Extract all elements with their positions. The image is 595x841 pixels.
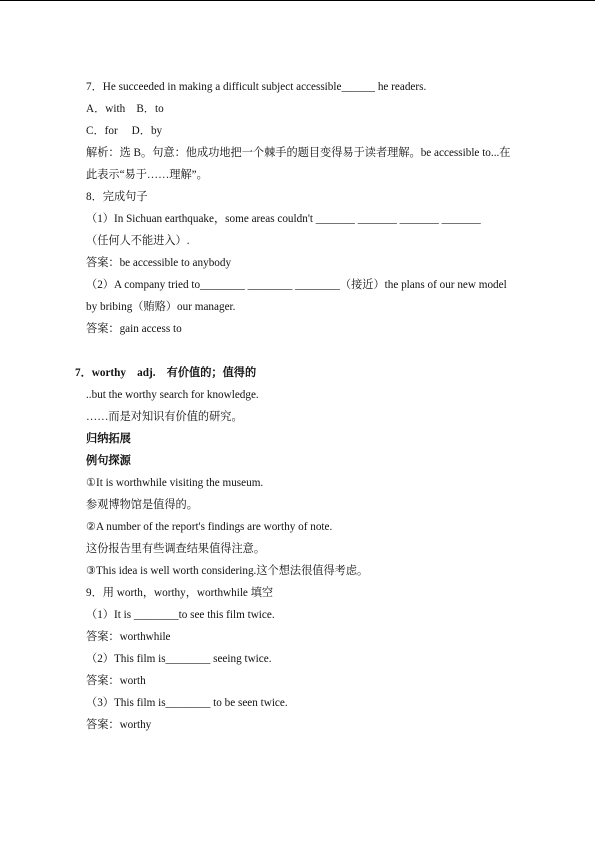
q9-answer-2: 答案：worth	[86, 675, 146, 687]
q9-item-1: （1）It is ________to see this film twice.	[86, 609, 275, 621]
q8-item-2-line-1: （2）A company tried to________ ________ ________（接近）the plans of our new model	[86, 279, 507, 291]
q7-options-cd: C．for D．by	[86, 125, 163, 137]
example-1-zh: 参观博物馆是值得的。	[86, 499, 198, 511]
q8-answer-2: 答案：gain access to	[86, 323, 182, 335]
example-2-zh: 这份报告里有些调查结果值得注意。	[86, 543, 266, 555]
example-2-en: ②A number of the report's findings are worthy of note.	[86, 521, 333, 533]
example-3: ③This idea is well worth considering.这个想法很值得考虑。	[86, 565, 369, 577]
section-heading-worthy: 7．worthy adj. 有价值的；值得的	[75, 367, 257, 379]
q7-stem: 7．He succeeded in making a difficult subject accessible______ he readers.	[86, 81, 427, 93]
q8-answer-1: 答案：be accessible to anybody	[86, 257, 232, 269]
q8-item-2-line-2: by bribing（贿赂）our manager.	[86, 301, 236, 313]
example-1-en: ①It is worthwhile visiting the museum.	[86, 477, 264, 489]
q9-item-2: （2）This film is________ seeing twice.	[86, 653, 272, 665]
q9-item-3: （3）This film is________ to be seen twice.	[86, 697, 288, 709]
q9-title: 9．用 worth，worthy，worthwhile 填空	[86, 587, 274, 599]
worthy-example-zh: ……而是对知识有价值的研究。	[86, 411, 243, 423]
q8-title: 8．完成句子	[86, 191, 148, 203]
q9-answer-3: 答案：worthy	[86, 719, 152, 731]
q7-analysis-line-2: 此表示“易于……理解”。	[86, 169, 208, 181]
q8-item-1: （1）In Sichuan earthquake，some areas couldn't _______ _______ _______ _______	[86, 213, 481, 225]
q7-options-ab: A．with B．to	[86, 103, 164, 115]
q7-analysis-line-1: 解析：选 B。句意：他成功地把一个棘手的题目变得易于读者理解。be accessible to...在	[86, 147, 511, 159]
source-heading: 例句探源	[86, 455, 131, 467]
q9-answer-1: 答案：worthwhile	[86, 631, 171, 643]
worthy-example-en: ..but the worthy search for knowledge.	[86, 389, 259, 401]
q8-item-1-hint: （任何人不能进入）.	[86, 235, 190, 247]
summary-heading: 归纳拓展	[86, 433, 131, 445]
